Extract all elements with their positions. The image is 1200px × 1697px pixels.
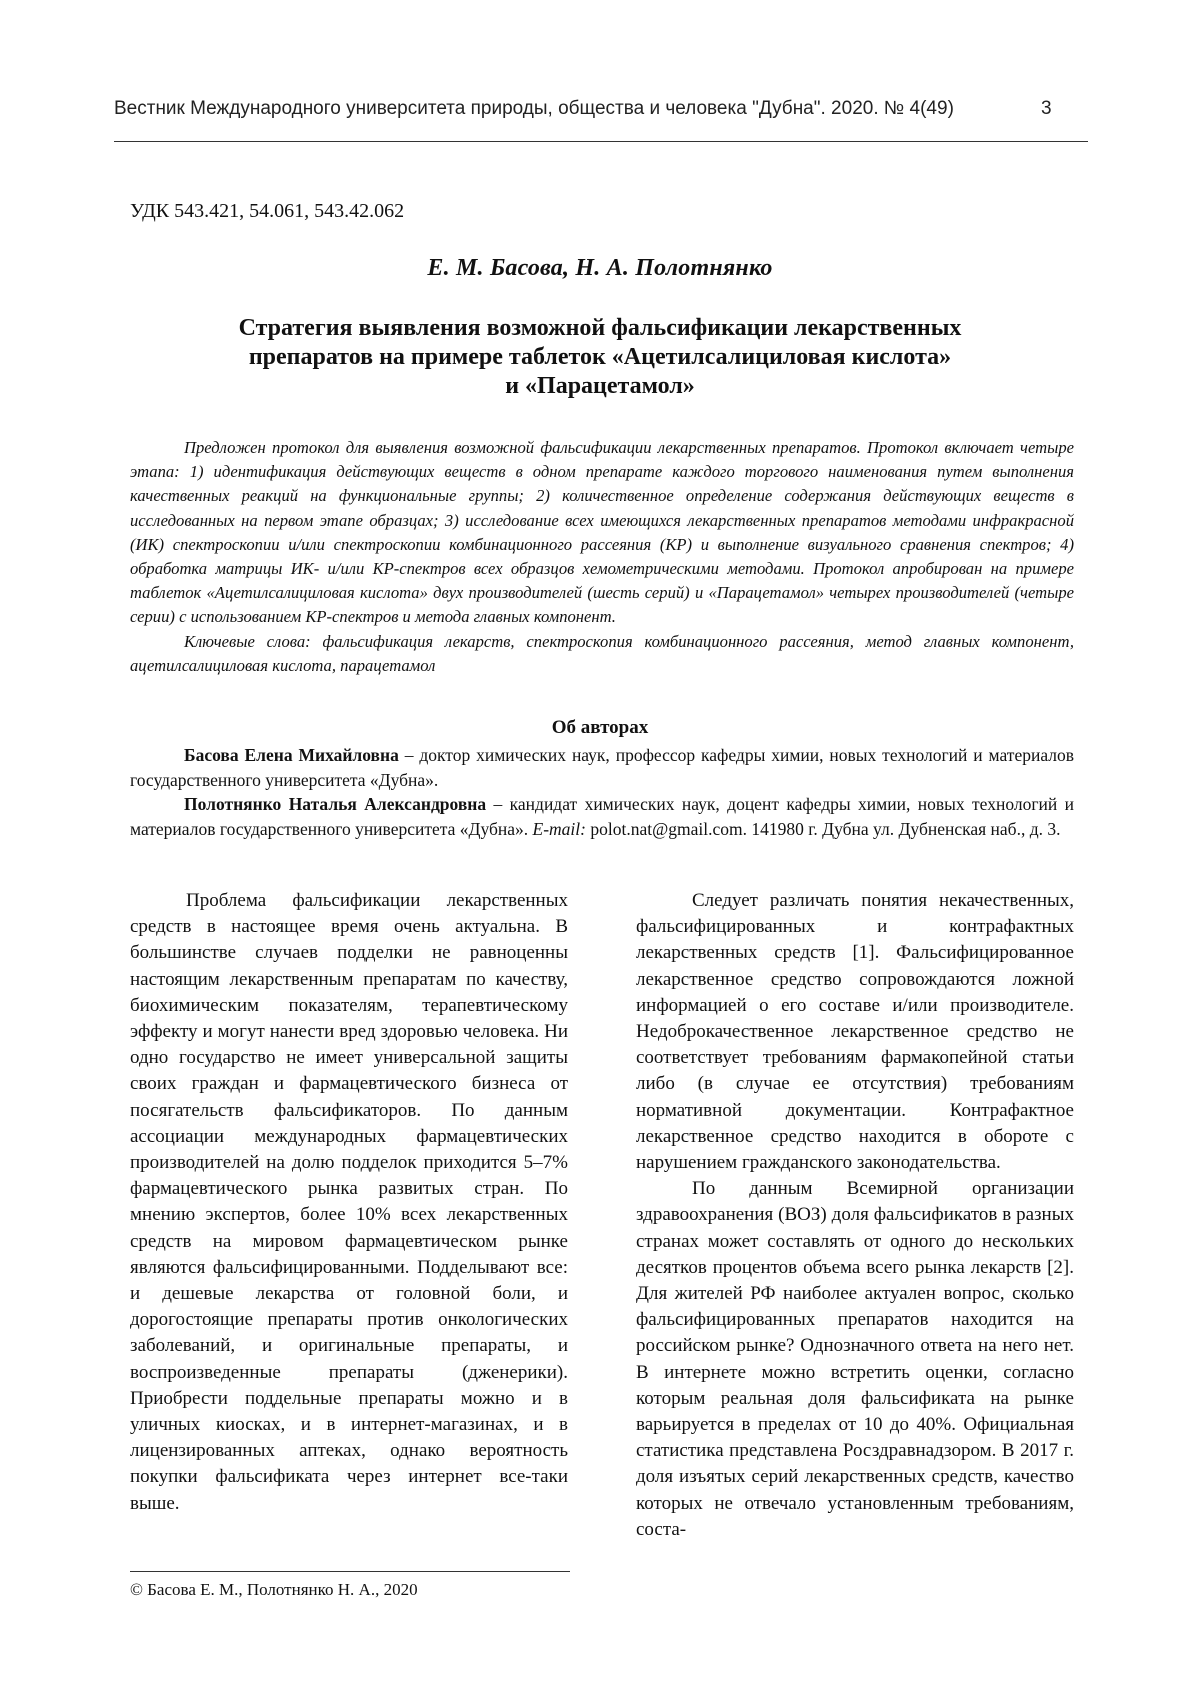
body-column-left [130,888,568,1517]
author2-description: – кандидат химических наук, доцент кафедры химии, новых технологий и материалов государственного университета «Дубна». [130,794,1074,839]
footnote-divider [130,1571,570,1572]
email-address: polot.nat@gmail.com. 141980 г. Дубна ул. Дубненская наб., д. 3. [586,818,1061,839]
email-label: E-mail: [532,818,586,839]
authors-line: Е. М. Басова, Н. А. Полотнянко [427,255,773,281]
author1-info [130,743,1074,792]
copyright-notice: © Басова Е. М., Полотнянко Н. А., 2020 [130,1580,418,1599]
journal-title: Вестник Международного университета природы, общества и человека "Дубна". 2020. № 4(49) [114,98,954,119]
about-authors-heading: Об авторах [551,717,649,738]
article-title [150,314,1050,401]
udk-code: УДК 543.421, 54.061, 543.42.062 [130,200,405,222]
abstract [130,436,1074,678]
keywords: Ключевые слова: фальсификация лекарств, спектроскопия комбинационного рассеяния, метод главных компонент, ацетилсалициловая кислота, парацетамол [130,631,1074,675]
body-paragraph: Проблема фальсификации лекарственных средств в настоящее время очень актуальна. В большинстве случаев подделки не равноценны настоящим лекарственным препаратам по качеству, биохимическим показателям, терапевтическому эффекту и могут нанести вред здоровью человека. Ни одно государство не имеет универсальной защиты своих граждан и фармацевтического бизнеса от посягательств фальсификаторов. По данным ассоциации международных фармацевтических производителей на долю подделок приходится 5–7% фармацевтического рынка развитых стран. По мнению экспертов, более 10% всех лекарственных средств на мировом фармацевтическом рынке являются фальсифицированными. Подделывают все: и дешевые лекарства от головной боли, и дорогостоящие препараты против онкологических заболеваний, и оригинальные препараты, и воспроизведенные препараты (дженерики). Приобрести поддельные препараты можно и в уличных киосках, и в интернет-магазинах, и в лицензированных аптеках, однако вероятность покупки фальсификата через интернет все-таки выше. [130,890,568,1514]
author1-description: – доктор химических наук, профессор кафедры химии, новых технологий и материалов государственного университета «Дубна». [130,745,1074,790]
abstract-text: Предложен протокол для выявления возможной фальсификации лекарственных препаратов. Протокол включает четыре этапа: 1) идентификация действующих веществ в одном препарате каждого торгового наименования путем выполнения качественных реакций на функциональные группы; 2) количественное определение содержания действующих веществ в исследованных на первом этапе образцах; 3) исследование всех имеющихся лекарственных препаратов методами инфракрасной (ИК) спектроскопии и/или спектроскопии комбинационного рассеяния (КР) и выполнение визуального сравнения спектров; 4) обработка матрицы ИК- и/или КР-спектров всех образцов хемометрическими методами. Протокол апробирован на примере таблеток «Ацетилсалициловая кислота» двух производителей (шесть серий) и «Парацетамол» четырех производителей (четыре серии) с использованием КР-спектров и метода главных компонент. [130,438,1074,627]
title-line: и «Парацетамол» [505,373,695,399]
author2-name: Полотнянко Наталья Александровна [184,794,487,815]
title-line: препаратов на примере таблеток «Ацетилсалициловая кислота» [248,344,952,370]
body-paragraph: По данным Всемирной организации здравоохранения (ВОЗ) доля фальсификатов в разных странах может составлять от одного до нескольких десятков процентов объема всего рынка лекарств [2]. Для жителей РФ наиболее актуален вопрос, сколько фальсифицированных препаратов находится на российском рынке? Однозначного ответа на него нет. В интернете можно встретить оценки, согласно которым реальная доля фальсификата на рынке варьируется в пределах от 10 до 40%. Официальная статистика представлена Росздравнадзором. В 2017 г. доля изъятых серий лекарственных средств, качество которых не отвечало установленным требованиям, соста- [636,1178,1074,1540]
body-column-right [636,888,1074,1543]
body-paragraph: Следует различать понятия некачественных, фальсифицированных и контрафактных лекарственных средств [1]. Фальсифицированное лекарственное средство сопровождаются ложной информацией о его составе и/или производителе. Недоброкачественное лекарственное средство не соответствует требованиям фармакопейной статьи либо (в случае ее отсутствия) требованиям нормативной документации. Контрафактное лекарственное средство находится в обороте с нарушением гражданского законодательства. [636,890,1074,1174]
author1-name: Басова Елена Михайловна [184,745,399,765]
about-authors [130,743,1074,841]
header-divider [114,141,1088,142]
page-number: 3 [1041,98,1052,119]
author2-info [130,792,1074,841]
title-line: Стратегия выявления возможной фальсификации лекарственных [238,315,962,341]
